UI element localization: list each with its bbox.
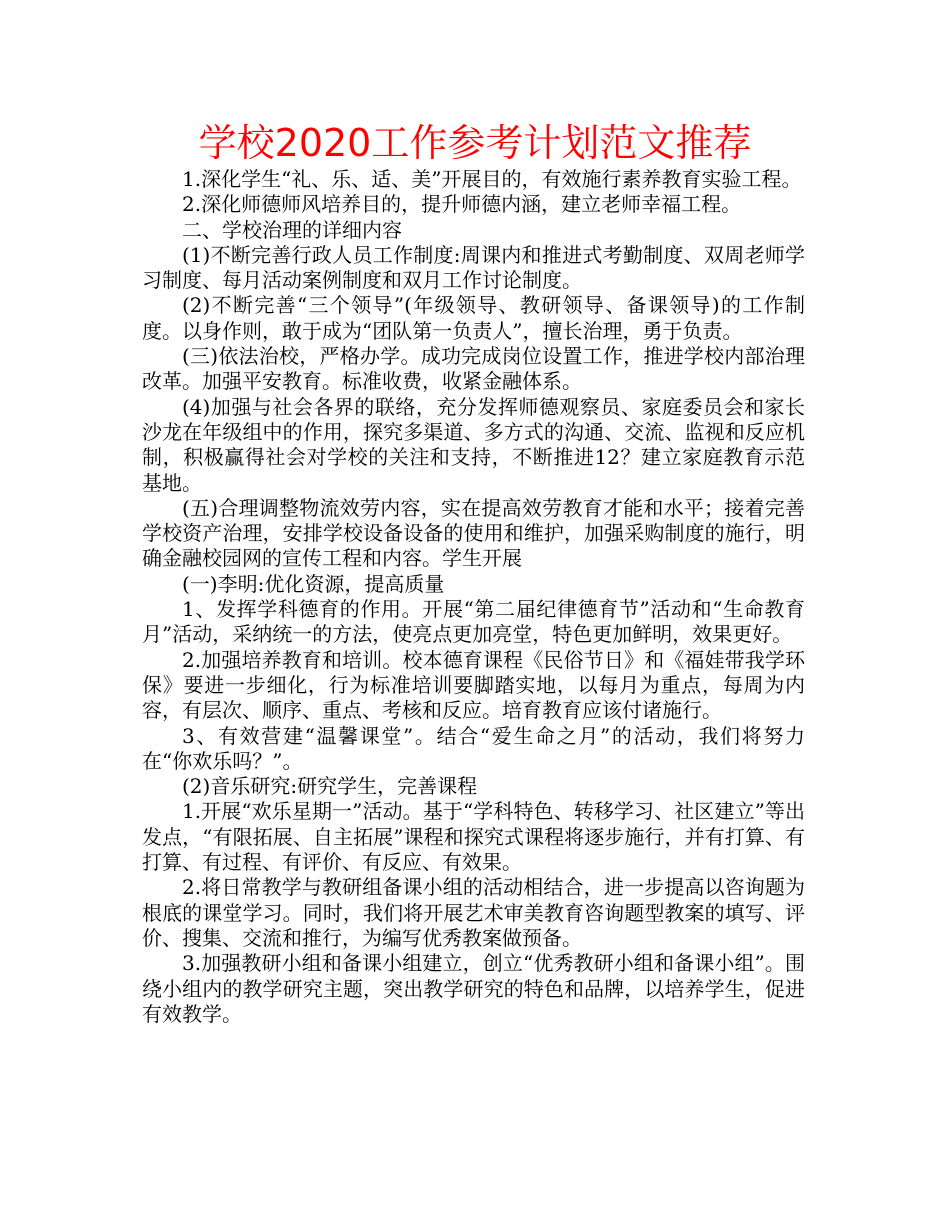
paragraph: 3、有效营建“温馨课堂”。结合“爱生命之月”的活动，我们将努力在“你欢乐吗？”。 [142, 723, 805, 773]
section-heading: 二、学校治理的详细内容 [182, 217, 402, 242]
paragraph: 1.开展“欢乐星期一”活动。基于“学科特色、转移学习、社区建立”等出发点，“有限拓展、自主拓展”课程和探究式课程将逐步施行，并有打算、有打算、有过程、有评价、有反应、有效果。 [142, 799, 805, 875]
paragraph: 2.深化师德师风培养目的，提升师德内涵，建立老师幸福工程。 [182, 192, 742, 217]
paragraph: (三)依法治校，严格办学。成功完成岗位设置工作，推进学校内部治理改革。加强平安教育。标准收费，收紧金融体系。 [142, 344, 805, 394]
paragraph: 3.加强教研小组和备课小组建立，创立“优秀教研小组和备课小组”。围绕小组内的教学研究主题，突出教学研究的特色和品牌，以培养学生，促进有效教学。 [142, 951, 805, 1026]
paragraph: (4)加强与社会各界的联络，充分发挥师德观察员、家庭委员会和家长沙龙在年级组中的作用，探究多渠道、多方式的沟通、交流、监视和反应机制，积极赢得社会对学校的关注和支持，不断推进12？建立家庭教育示范基地。 [142, 394, 805, 495]
section-heading: (2)音乐研究:研究学生，完善课程 [182, 774, 478, 799]
document-title: 学校2020工作参考计划范文推荐 [198, 121, 752, 165]
paragraph: 2.加强培养教育和培训。校本德育课程《民俗节日》和《福娃带我学环保》要进一步细化，行为标准培训要脚踏实地，以每月为重点，每周为内容，有层次、顺序、重点、考核和反应。培育教育应该付诸施行。 [142, 647, 805, 723]
paragraph: (2)不断完善“三个领导”(年级领导、教研领导、备课领导)的工作制度。以身作则，敢于成为“团队第一负责人”，擅长治理，勇于负责。 [142, 293, 805, 343]
paragraph: 1、发挥学科德育的作用。开展“第二届纪律德育节”活动和“生命教育月”活动，采纳统一的方法，使亮点更加亮堂，特色更加鲜明，效果更好。 [142, 597, 805, 647]
paragraph: 1.深化学生“礼、乐、适、美”开展目的，有效施行素养教育实验工程。 [182, 167, 802, 191]
paragraph: (1)不断完善行政人员工作制度:周课内和推进式考勤制度、双周老师学习制度、每月活动案例制度和双月工作讨论制度。 [142, 242, 805, 293]
document-body [142, 167, 805, 1027]
paragraph: (五)合理调整物流效劳内容，实在提高效劳教育才能和水平；接着完善学校资产治理，安排学校设备设备的使用和维护，加强采购制度的施行，明确金融校园网的宣传工程和内容。学生开展 [142, 495, 805, 571]
section-heading: (一)李明:优化资源，提高质量 [182, 571, 445, 596]
paragraph: 2.将日常教学与教研组备课小组的活动相结合，进一步提高以咨询题为根底的课堂学习。同时，我们将开展艺术审美教育咨询题型教案的填写、评价、搜集、交流和推行，为编写优秀教案做预备。 [142, 875, 805, 950]
